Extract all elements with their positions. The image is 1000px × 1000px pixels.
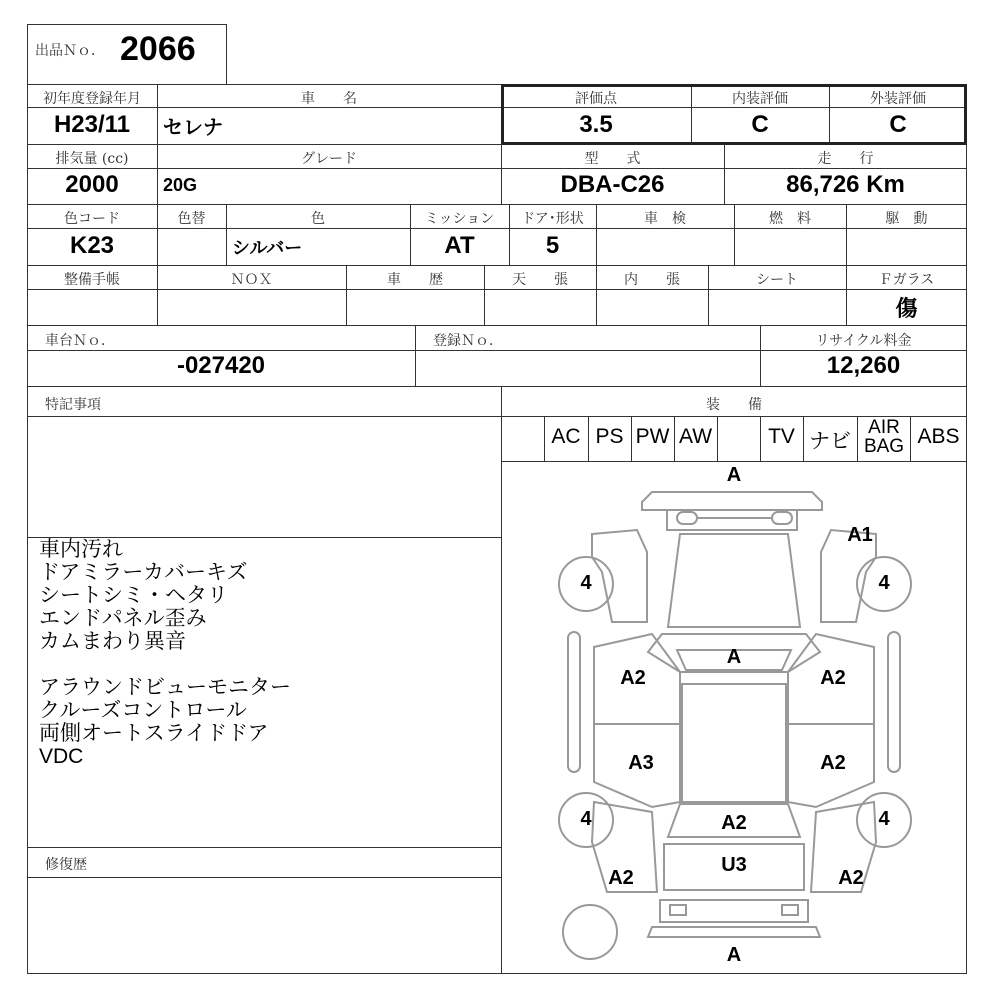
maintenance-label: 整備手帳 bbox=[64, 272, 120, 288]
chassis-label: 車台Ｎｏ． bbox=[45, 333, 115, 349]
mission-value: AT bbox=[444, 232, 475, 259]
color-value: シルバー bbox=[232, 238, 303, 259]
equip-navi: ナビ bbox=[809, 430, 851, 453]
front-glass-value: 傷 bbox=[895, 297, 918, 322]
notes-label: 特記事項 bbox=[45, 397, 101, 413]
car-diagram bbox=[502, 462, 966, 973]
door-label: ドア･形状 bbox=[521, 211, 584, 227]
color-label: 色 bbox=[311, 211, 325, 227]
registration-value: H23/11 bbox=[53, 111, 131, 138]
equip-aw: AW bbox=[678, 425, 713, 448]
seat-label: シート bbox=[756, 272, 798, 288]
history-label: 車 歴 bbox=[387, 272, 443, 288]
model-label: 型 式 bbox=[584, 151, 641, 167]
grade-label: グレード bbox=[301, 151, 357, 167]
notes-list bbox=[39, 538, 291, 768]
damage-right-rear-door: A2 bbox=[820, 752, 846, 774]
chassis-value: -027420 bbox=[176, 352, 266, 379]
note-line bbox=[39, 653, 291, 676]
note-line: エンドパネル歪み bbox=[39, 607, 207, 630]
car-name-label: 車 名 bbox=[301, 91, 357, 107]
tire-rear-left: 4 bbox=[580, 808, 592, 830]
damage-right-rear-quarter: A2 bbox=[838, 867, 864, 889]
note-line: クルーズコントロール bbox=[39, 699, 247, 722]
model-value: DBA-C26 bbox=[560, 171, 665, 198]
plate-label: 登録Ｎｏ． bbox=[433, 333, 503, 349]
equip-airbag: AIR BAG bbox=[863, 417, 905, 457]
damage-rear-bumper: A bbox=[726, 944, 742, 966]
mission-label: ミッション bbox=[424, 211, 495, 227]
tire-front-right: 4 bbox=[878, 572, 890, 594]
note-line: シートシミ・ヘタリ bbox=[39, 584, 228, 607]
equip-abs: ABS bbox=[917, 425, 960, 448]
inspection-label: 車 検 bbox=[644, 211, 686, 227]
registration-label: 初年度登録年月 bbox=[43, 91, 141, 107]
inner-lining-label: 内 張 bbox=[624, 272, 680, 288]
score-label: 評価点 bbox=[575, 91, 617, 107]
recycle-value: 12,260 bbox=[826, 352, 901, 379]
nox-label: ＮＯＸ bbox=[230, 272, 273, 288]
damage-right-front-door: A2 bbox=[820, 667, 846, 689]
door-value: 5 bbox=[545, 232, 560, 259]
tire-rear-right: 4 bbox=[878, 808, 890, 830]
damage-front-right-fender: A1 bbox=[847, 524, 873, 546]
front-glass-label: Ｆガラス bbox=[878, 272, 935, 288]
displacement-label: 排気量 (cc) bbox=[55, 151, 129, 167]
damage-hood: A bbox=[726, 646, 742, 668]
score-value: 3.5 bbox=[579, 111, 613, 138]
drive-label: 駆 動 bbox=[885, 211, 928, 227]
note-line: カムまわり異音 bbox=[39, 630, 186, 653]
damage-left-rear-quarter: A2 bbox=[608, 867, 634, 889]
exterior-label: 外装評価 bbox=[870, 91, 926, 107]
displacement-value: 2000 bbox=[65, 171, 119, 198]
note-line: ドアミラーカバーキズ bbox=[39, 561, 248, 584]
equip-tv: TV bbox=[768, 425, 795, 448]
color-code-value: K23 bbox=[69, 232, 115, 259]
damage-left-front-door: A2 bbox=[620, 667, 646, 689]
note-line: 両側オートスライドドア bbox=[39, 722, 269, 745]
fuel-label: 燃 料 bbox=[769, 211, 811, 227]
equipment-label: 装 備 bbox=[706, 397, 762, 413]
exterior-value: C bbox=[889, 111, 907, 138]
grade-value: 20G bbox=[163, 175, 198, 195]
roof-lining-label: 天 張 bbox=[512, 272, 568, 288]
equip-pw: PW bbox=[635, 425, 670, 448]
lot-number: 2066 bbox=[120, 30, 196, 68]
note-line: アラウンドビューモニター bbox=[39, 676, 291, 699]
lot-label: 出品Ｎｏ． bbox=[35, 43, 105, 59]
equip-ps: PS bbox=[595, 425, 624, 448]
damage-front-bumper: A bbox=[726, 464, 742, 486]
recycle-label: リサイクル料金 bbox=[815, 333, 912, 349]
note-line: 車内汚れ bbox=[39, 538, 123, 561]
repaint-label: 色替 bbox=[177, 211, 206, 227]
note-line: VDC bbox=[39, 745, 84, 768]
mileage-value: 86,726 Km bbox=[786, 171, 905, 198]
interior-value: C bbox=[751, 111, 769, 138]
damage-rear-gate: U3 bbox=[721, 854, 747, 876]
repair-history-label: 修復歴 bbox=[45, 857, 87, 873]
mileage-label: 走 行 bbox=[817, 151, 874, 167]
interior-label: 内装評価 bbox=[732, 91, 788, 107]
equip-ac: AC bbox=[551, 425, 581, 448]
damage-left-rear-door: A3 bbox=[628, 752, 654, 774]
tire-front-left: 4 bbox=[580, 572, 592, 594]
damage-rear-window: A2 bbox=[721, 812, 747, 834]
car-name-value: セレナ bbox=[163, 115, 223, 139]
color-code-label: 色コード bbox=[64, 211, 120, 227]
